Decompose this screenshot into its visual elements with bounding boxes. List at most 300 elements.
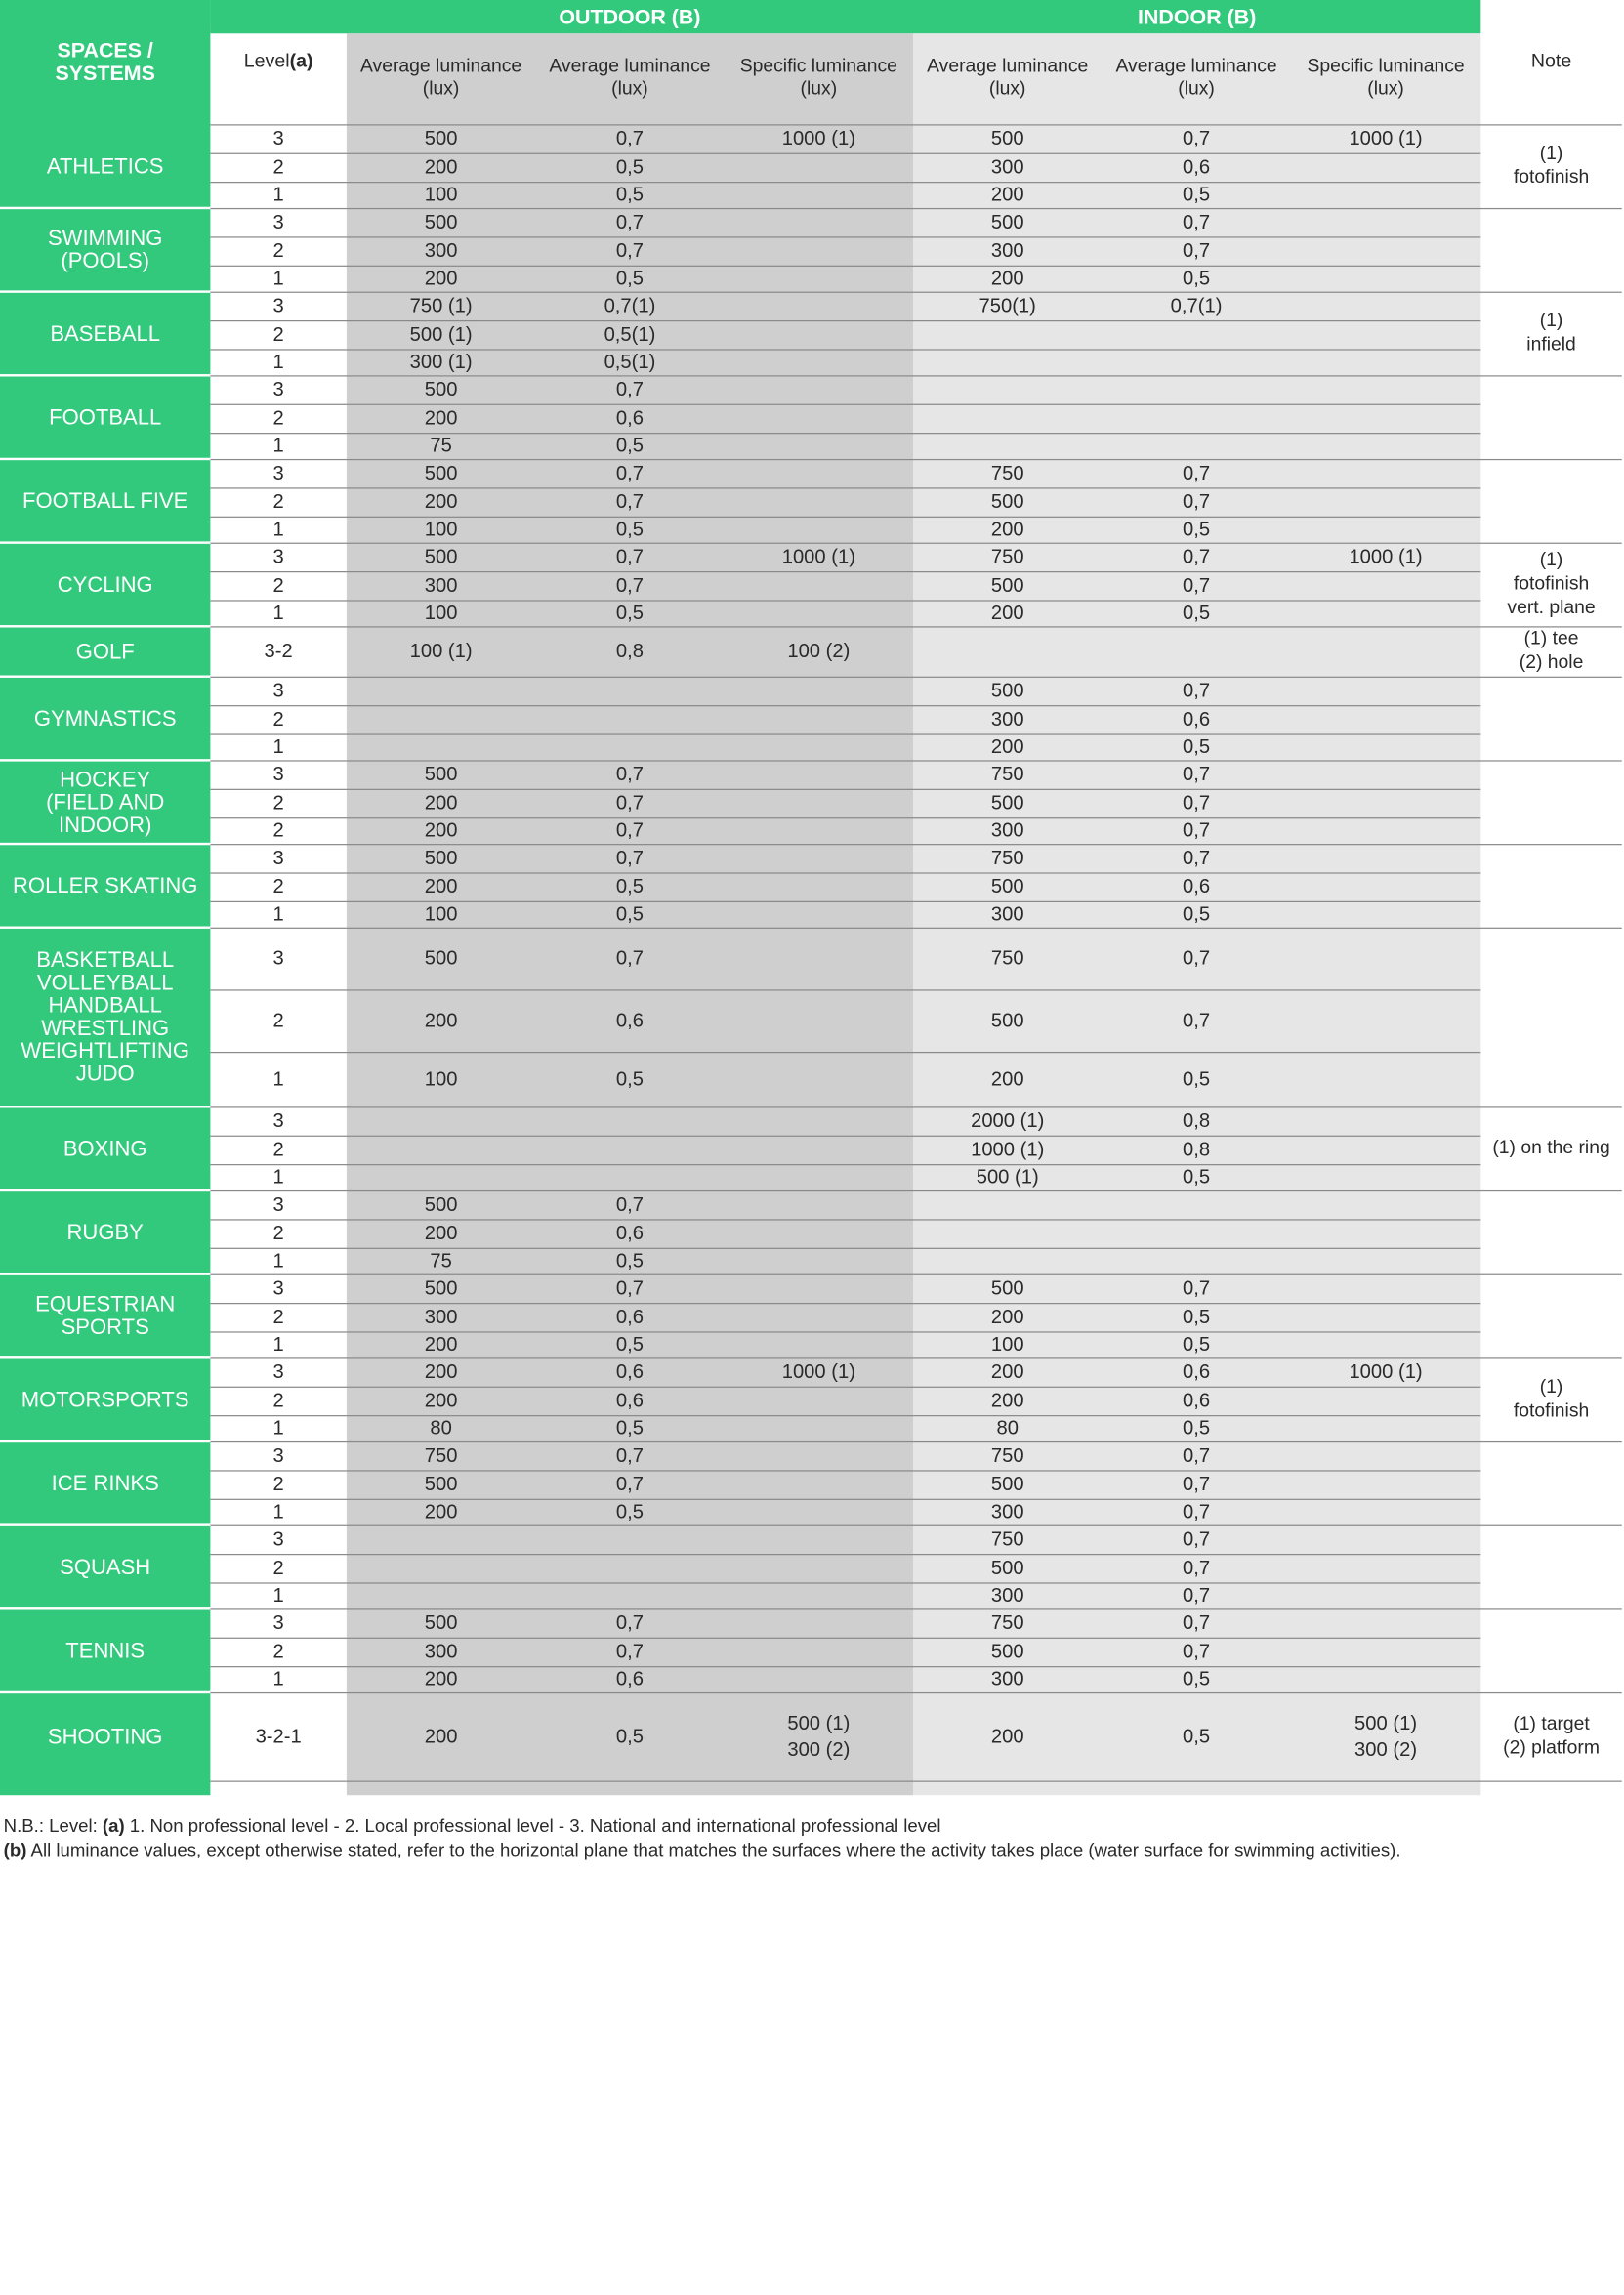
value-cell: 100 (2)	[787, 640, 851, 662]
level-cell: 2	[272, 791, 284, 814]
value-cell	[535, 1106, 724, 1135]
value-cell: 200	[990, 1389, 1024, 1411]
value-cell	[1291, 571, 1481, 600]
value-cell	[1291, 320, 1481, 349]
value-cell	[1102, 1248, 1290, 1274]
value-cell	[725, 1499, 913, 1525]
level-cell: 3	[272, 211, 284, 233]
value-cell: 0,7	[615, 847, 645, 869]
value-cell: 75	[430, 1249, 452, 1272]
value-cell	[347, 1136, 535, 1164]
value-cell: 500	[990, 1557, 1024, 1579]
value-cell: 100	[424, 183, 458, 205]
level-cell: 3	[272, 127, 284, 149]
value-cell	[725, 1470, 913, 1498]
column-header-2: Average luminance (lux)	[549, 56, 711, 100]
value-cell	[1291, 1164, 1481, 1190]
column-header-5: Average luminance (lux)	[1115, 56, 1277, 100]
value-cell: 0,6	[615, 1360, 645, 1383]
level-cell: 2	[272, 708, 284, 730]
value-cell: 200	[424, 267, 458, 289]
value-cell: 0,6	[615, 1667, 645, 1690]
value-cell	[1291, 1608, 1481, 1637]
value-cell: 80	[996, 1416, 1019, 1439]
level-header-label: Level	[243, 51, 290, 71]
level-cell: 2	[272, 818, 284, 841]
value-cell	[535, 1582, 724, 1608]
value-cell: 500	[424, 1473, 458, 1495]
sport-label: BOXING	[62, 1136, 147, 1160]
value-cell: 300	[990, 239, 1024, 262]
value-cell	[1102, 404, 1290, 433]
value-cell: 500	[990, 127, 1024, 149]
value-cell	[535, 705, 724, 733]
value-cell	[1291, 705, 1481, 733]
value-cell: 0,5	[615, 434, 645, 456]
table-row	[0, 1303, 1622, 1331]
value-cell	[725, 1248, 913, 1274]
note-cell: (1) tee (2) hole	[1519, 628, 1584, 674]
value-cell	[913, 1219, 1102, 1247]
value-cell: 0,5	[615, 1249, 645, 1272]
level-cell: 2	[272, 574, 284, 597]
value-cell: 1000 (1)	[1349, 545, 1423, 567]
value-cell	[725, 760, 913, 788]
value-cell: 0,7	[615, 211, 645, 233]
value-cell: 0,5	[615, 1725, 645, 1747]
value-cell	[725, 433, 913, 459]
value-cell: 200	[990, 183, 1024, 205]
value-cell: 200	[424, 1389, 458, 1411]
value-cell	[1291, 901, 1481, 928]
level-cell: 3	[272, 1109, 284, 1132]
value-cell: 0,5	[1183, 1067, 1211, 1090]
value-cell	[725, 1638, 913, 1666]
value-cell	[725, 600, 913, 626]
value-cell	[1291, 989, 1481, 1052]
table-row	[0, 1525, 1622, 1554]
level-cell: 3-2-1	[255, 1725, 302, 1747]
level-cell: 2	[272, 875, 284, 897]
value-cell: 300	[990, 155, 1024, 178]
table-row	[0, 1248, 1622, 1274]
value-cell	[725, 1219, 913, 1247]
value-cell	[725, 1554, 913, 1582]
value-cell: 0,5	[1183, 1416, 1211, 1439]
value-cell: 0,5	[1183, 267, 1211, 289]
value-cell: 200	[424, 1667, 458, 1690]
value-cell	[725, 487, 913, 516]
sport-label: SHOOTING	[47, 1724, 163, 1748]
table-row	[0, 266, 1622, 292]
table-row	[0, 677, 1622, 705]
value-cell: 500	[424, 211, 458, 233]
value-cell	[1291, 1470, 1481, 1498]
value-cell: 200	[990, 1067, 1024, 1090]
table-row	[0, 789, 1622, 817]
spaces-systems-header: SPACES / SYSTEMS	[55, 38, 155, 85]
table-row	[0, 1608, 1622, 1637]
value-cell: 300	[424, 239, 458, 262]
table-row	[0, 1357, 1622, 1386]
value-cell: 0,5	[615, 902, 645, 925]
level-cell: 1	[272, 1165, 284, 1188]
table-row	[0, 208, 1622, 236]
level-cell: 3	[272, 1193, 284, 1216]
level-cell: 1	[272, 602, 284, 624]
value-cell: 500	[990, 211, 1024, 233]
value-cell	[725, 153, 913, 182]
footnote-b-text: All luminance values, except otherwise stated, refer to the horizontal plane that matches the surfaces where the activity takes place (water surface for swimming activities).	[26, 1840, 1401, 1861]
table-row	[0, 320, 1622, 349]
value-cell: 0,7	[1183, 763, 1211, 785]
value-cell: 0,7	[615, 1473, 645, 1495]
value-cell: 0,5	[1183, 902, 1211, 925]
value-cell: 500	[990, 490, 1024, 513]
value-cell	[725, 292, 913, 320]
sport-label: BASKETBALL VOLLEYBALL HANDBALL WRESTLING WEIGHTLIFTING JUDO	[21, 947, 189, 1086]
value-cell: 0,5	[1183, 1333, 1211, 1356]
value-cell: 0,5	[1183, 1725, 1211, 1747]
value-cell	[913, 349, 1102, 375]
level-cell: 2	[272, 1009, 284, 1031]
value-cell: 0,7	[1183, 1557, 1211, 1579]
value-cell: 200	[990, 735, 1024, 758]
table-row	[0, 1441, 1622, 1470]
level-cell: 1	[272, 351, 284, 373]
value-cell	[725, 789, 913, 817]
value-cell	[1291, 292, 1481, 320]
value-cell: 0,7	[1183, 574, 1211, 597]
sport-label: GYMNASTICS	[33, 705, 177, 730]
value-cell: 0,5	[615, 267, 645, 289]
note-cell: (1) fotofinish	[1513, 1376, 1590, 1422]
value-cell	[725, 1415, 913, 1441]
value-cell	[1291, 1415, 1481, 1441]
value-cell	[913, 1248, 1102, 1274]
value-cell: 500	[990, 1276, 1024, 1299]
value-cell: 80	[430, 1416, 452, 1439]
note-cell: (1) on the ring	[1492, 1138, 1610, 1158]
value-cell: 300	[990, 708, 1024, 730]
level-cell: 2	[272, 1389, 284, 1411]
value-cell	[347, 1554, 535, 1582]
value-cell	[725, 1387, 913, 1415]
value-cell: 750	[990, 462, 1024, 484]
value-cell	[1291, 1303, 1481, 1331]
table-row	[0, 1136, 1622, 1164]
sport-label: GOLF	[75, 639, 135, 663]
level-cell: 3	[272, 1444, 284, 1467]
value-cell: 200	[424, 791, 458, 814]
value-cell: 750	[990, 1527, 1024, 1550]
level-cell: 3	[272, 294, 284, 316]
value-cell	[725, 901, 913, 928]
value-cell: 750(1)	[979, 294, 1036, 316]
value-cell: 0,7	[615, 462, 645, 484]
value-cell: 1000 (1)	[781, 127, 855, 149]
level-cell: 1	[272, 1667, 284, 1690]
value-cell: 0,7	[1183, 1009, 1211, 1031]
value-cell	[535, 1554, 724, 1582]
value-cell	[725, 928, 913, 990]
value-cell: 0,7	[1183, 791, 1211, 814]
level-cell: 2	[272, 1222, 284, 1244]
value-cell: 0,5	[1183, 735, 1211, 758]
level-cell: 2	[272, 323, 284, 346]
value-cell: 0,7	[615, 791, 645, 814]
value-cell	[1291, 760, 1481, 788]
value-cell: 0,5	[1183, 602, 1211, 624]
value-cell	[1291, 844, 1481, 872]
value-cell	[1102, 1219, 1290, 1247]
value-cell: 200	[424, 1725, 458, 1747]
value-cell: 0,6	[1183, 1360, 1211, 1383]
value-cell: 200	[990, 1306, 1024, 1328]
value-cell	[1291, 1441, 1481, 1470]
value-cell	[1291, 266, 1481, 292]
value-cell: 200	[424, 1333, 458, 1356]
value-cell: 0,7	[1183, 127, 1211, 149]
value-cell: 500 (1)	[409, 323, 473, 346]
value-cell	[725, 1582, 913, 1608]
level-cell: 3-2	[264, 640, 293, 662]
value-cell: 500	[424, 545, 458, 567]
level-cell: 2	[272, 1138, 284, 1160]
value-cell: 0,7	[1183, 1276, 1211, 1299]
sport-label: EQUESTRIAN SPORTS	[35, 1291, 176, 1339]
note-header: Note	[1530, 51, 1572, 71]
level-cell: 1	[272, 1333, 284, 1356]
value-cell	[1291, 817, 1481, 844]
value-cell: 0,7	[1183, 1640, 1211, 1662]
table-row	[0, 543, 1622, 571]
value-cell: 0,5	[1183, 183, 1211, 205]
value-cell	[725, 817, 913, 844]
value-cell: 0,6	[1183, 875, 1211, 897]
value-cell	[1291, 208, 1481, 236]
level-cell: 1	[272, 735, 284, 758]
table-row	[0, 817, 1622, 844]
value-cell	[725, 1525, 913, 1554]
value-cell	[1291, 1582, 1481, 1608]
value-cell	[725, 1331, 913, 1357]
table-row	[0, 349, 1622, 375]
value-cell	[725, 320, 913, 349]
outdoor-header: OUTDOOR (B)	[559, 4, 701, 28]
value-cell: 0,7	[1183, 1611, 1211, 1634]
note-cell: (1) fotofinish vert. plane	[1507, 549, 1596, 618]
level-cell: 3	[272, 1611, 284, 1634]
value-cell	[347, 1106, 535, 1135]
value-cell	[347, 1582, 535, 1608]
value-cell: 0,5	[615, 875, 645, 897]
value-cell	[1291, 1219, 1481, 1247]
table-row	[0, 901, 1622, 928]
level-cell: 3	[272, 946, 284, 969]
value-cell	[725, 733, 913, 760]
value-cell: 0,7	[1183, 545, 1211, 567]
value-cell	[725, 1666, 913, 1692]
value-cell: 0,7	[1183, 1473, 1211, 1495]
value-cell	[725, 571, 913, 600]
level-cell: 3	[272, 378, 284, 400]
value-cell: 0,7	[1183, 1584, 1211, 1606]
table-row	[0, 236, 1622, 265]
value-cell: 750	[990, 763, 1024, 785]
value-cell: 750	[990, 847, 1024, 869]
column-header-3: Specific luminance (lux)	[739, 56, 897, 100]
value-cell: 200	[990, 518, 1024, 540]
table-row	[0, 1666, 1622, 1692]
level-cell: 3	[272, 1527, 284, 1550]
value-cell: 0,7	[615, 763, 645, 785]
level-cell: 3	[272, 1360, 284, 1383]
table-row	[0, 517, 1622, 543]
level-cell: 3	[272, 462, 284, 484]
sport-label: FOOTBALL	[49, 404, 162, 429]
value-cell	[1291, 375, 1481, 403]
value-cell	[913, 1190, 1102, 1219]
value-cell	[1291, 1554, 1481, 1582]
value-cell	[1291, 517, 1481, 543]
value-cell	[725, 404, 913, 433]
value-cell	[725, 1274, 913, 1303]
value-cell	[725, 1441, 913, 1470]
table-row	[0, 844, 1622, 872]
footnote-b	[4, 1840, 1401, 1862]
value-cell: 300	[424, 574, 458, 597]
table-row	[0, 1638, 1622, 1666]
column-header-6: Specific luminance (lux)	[1307, 56, 1465, 100]
value-cell: 200	[424, 155, 458, 178]
value-cell	[1291, 872, 1481, 900]
level-cell: 3	[272, 545, 284, 567]
value-cell: 750	[990, 1444, 1024, 1467]
table-row	[0, 182, 1622, 208]
value-cell: 500	[424, 763, 458, 785]
table-row	[0, 928, 1622, 990]
column-header-4: Average luminance (lux)	[927, 56, 1089, 100]
value-cell	[1291, 928, 1481, 990]
value-cell: 0,8	[615, 640, 645, 662]
value-cell: 200	[424, 1222, 458, 1244]
value-cell: 200	[424, 490, 458, 513]
value-cell: 500	[424, 1193, 458, 1216]
sport-label: HOCKEY (FIELD AND INDOOR)	[46, 767, 165, 837]
value-cell	[725, 1303, 913, 1331]
value-cell: 0,7(1)	[1170, 294, 1223, 316]
sport-label: BASEBALL	[50, 320, 161, 346]
table-row	[0, 1387, 1622, 1415]
value-cell	[1291, 404, 1481, 433]
value-cell: 0,5	[615, 1067, 645, 1090]
value-cell	[725, 677, 913, 705]
value-cell: 0,7	[615, 127, 645, 149]
value-cell	[1291, 433, 1481, 459]
table-row	[0, 705, 1622, 733]
value-cell	[1291, 1525, 1481, 1554]
value-cell: 0,7	[615, 239, 645, 262]
table-row	[0, 600, 1622, 626]
footnote-a-text: 1. Non professional level - 2. Local professional level - 3. National and international professional level	[124, 1816, 941, 1838]
value-cell: 0,6	[615, 1389, 645, 1411]
footnote-a-mark: (a)	[102, 1816, 125, 1838]
table-row	[0, 292, 1622, 320]
value-cell: 0,6	[615, 1222, 645, 1244]
value-cell	[347, 705, 535, 733]
value-cell	[535, 677, 724, 705]
value-cell: 300	[990, 1667, 1024, 1690]
value-cell: 500	[990, 791, 1024, 814]
value-cell	[725, 989, 913, 1052]
table-row	[0, 1274, 1622, 1303]
value-cell: 500	[424, 1611, 458, 1634]
level-cell: 2	[272, 1557, 284, 1579]
value-cell: 2000 (1)	[971, 1109, 1045, 1132]
value-cell	[347, 1164, 535, 1190]
value-cell: 1000 (1)	[1349, 1360, 1423, 1383]
level-cell: 1	[272, 518, 284, 540]
value-cell	[913, 375, 1102, 403]
value-cell	[725, 459, 913, 487]
value-cell: 0,5	[615, 183, 645, 205]
value-cell: 500	[424, 127, 458, 149]
value-cell: 0,5	[1183, 1306, 1211, 1328]
value-cell: 0,7	[615, 1640, 645, 1662]
value-cell	[725, 208, 913, 236]
value-cell	[725, 1136, 913, 1164]
value-cell: 200	[424, 1500, 458, 1523]
table-row	[0, 375, 1622, 403]
footnote-b-mark: (b)	[3, 1840, 27, 1861]
value-cell: 300	[990, 1500, 1024, 1523]
value-cell: 200	[424, 1009, 458, 1031]
level-cell: 2	[272, 239, 284, 262]
value-cell: 500	[424, 1276, 458, 1299]
value-cell: 200	[424, 1360, 458, 1383]
value-cell	[725, 182, 913, 208]
value-cell: 0,5	[615, 602, 645, 624]
value-cell	[1291, 1638, 1481, 1666]
value-cell	[1291, 600, 1481, 626]
value-cell: 1000 (1)	[1349, 127, 1423, 149]
value-cell	[1291, 459, 1481, 487]
value-cell: 100	[424, 1067, 458, 1090]
value-cell	[1291, 1666, 1481, 1692]
value-cell: 500	[424, 462, 458, 484]
value-cell	[535, 1136, 724, 1164]
value-cell: 75	[430, 434, 452, 456]
table-row	[0, 626, 1622, 676]
value-cell: 0,7	[615, 1276, 645, 1299]
value-cell: 0,5	[615, 1500, 645, 1523]
value-cell: 500	[990, 1009, 1024, 1031]
value-cell: 0,7	[615, 1444, 645, 1467]
sport-label: TENNIS	[65, 1638, 146, 1662]
table-row	[0, 733, 1622, 760]
note-cell: (1) infield	[1526, 311, 1576, 355]
value-cell: 200	[424, 875, 458, 897]
value-cell	[1102, 320, 1290, 349]
table-row	[0, 1164, 1622, 1190]
value-cell	[1291, 677, 1481, 705]
value-cell: 0,7	[615, 378, 645, 400]
value-cell: 0,7	[615, 818, 645, 841]
value-cell: 500	[990, 1473, 1024, 1495]
value-cell	[1291, 1499, 1481, 1525]
value-cell	[1291, 1136, 1481, 1164]
